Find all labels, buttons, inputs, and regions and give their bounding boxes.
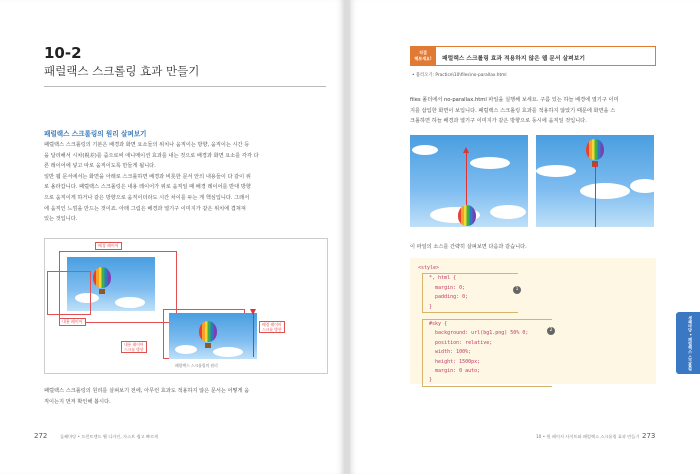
side-tab-label: 셋째마당 • 패럴랙스 스크롤링 [688, 316, 693, 371]
code-group-1 [422, 273, 518, 313]
code-line: *, html { [423, 275, 457, 282]
code-line: margin: 0; [423, 284, 466, 291]
code-line: } [423, 377, 433, 384]
code-line: background: url(bg1.png) 50% 0; [423, 330, 529, 337]
content-layer-frame [47, 271, 91, 315]
body-text [410, 95, 660, 127]
closing-text [44, 386, 328, 407]
right-page [350, 0, 700, 474]
left-page [0, 0, 344, 474]
label-content-layer: 내용 레이어 [59, 318, 86, 326]
paragraph-line: 있는 것입니다. [44, 216, 78, 223]
paragraph-line: 패럴랙스 스크롤링의 원리를 살펴보기 전에, 아무런 효과도 적용하지 않은 문서는 어떻게 움 [44, 388, 250, 394]
file-path: • 불러오기: Practice\10\files\no-parallax.html [412, 73, 507, 78]
paragraph-line: 일반 웹 문서에서는 화면을 아래로 스크롤하면 배경과 비롯한 문서 안의 내용들이 다 같이 위 [44, 173, 251, 180]
label-content-scroll: 내용 레이어 스크롤 방향 [121, 341, 147, 353]
paragraph-line: 패럴랙스 스크롤링의 기본은 배경과 화면 요소들의 위치나 움직이는 방향, 움직이는 시간 등 [44, 142, 250, 148]
practice-badge: 직접 해보세요! [410, 46, 436, 66]
code-line: height: 1500px; [423, 358, 481, 365]
paragraph-line: 지를 삽입한 화면이 보입니다. 패럴랙스 스크롤링 효과를 적용하지 않았기 때문에 화면을 스 [410, 107, 616, 114]
parallax-diagram [44, 238, 328, 374]
paragraph-line: files 폴더에서 no-parallax.html 파일을 실행해 보세요. 구름 있는 하늘 배경에 열기구 이미 [410, 97, 619, 103]
page-footer: 10 • 원 페이지 사이트와 패럴랙스 스크롤링 효과 만들기 [536, 434, 640, 439]
paragraph-line: 을 달리해서 시차(視差)를 줌으로써 애니메이션 효과를 내는 것으로 배경과 화면 요소를 각각 다 [44, 152, 259, 159]
code-line: <style> [418, 265, 440, 271]
paragraph-line: 로 올라갑니다. 패럴랙스 스크롤링은 내용 레이어가 위로 움직일 때 배경 레이어를 반대 방향 [44, 184, 251, 191]
scroll-direction-arrow [253, 313, 254, 357]
marker-1: 1 [513, 286, 521, 294]
screenshot-after-scroll [536, 135, 654, 227]
paragraph-line: 에 움직인 느낌을 만드는 것이죠. 아래 그림은 배경과 열기구 이미지가 같은 위치에 겹쳐져 [44, 205, 246, 212]
code-line: margin: 0 auto; [423, 368, 481, 375]
arrow-up-icon [592, 161, 598, 167]
source-intro: 이 파일의 소스를 간략히 살펴보면 다음과 같습니다. [410, 244, 527, 250]
code-line: #sky { [423, 321, 448, 328]
combined-layer-image [169, 313, 257, 359]
code-block [410, 258, 656, 384]
paragraph-line: 직이는지 먼저 확인해 봅시다. [44, 398, 111, 405]
paragraph-line: 으로 움직이게 하거나 같은 방향으로 움직이더라도 시간 차이를 두는 게 핵심입니다. 그래서 [44, 194, 250, 201]
screenshot-before-scroll [410, 135, 528, 227]
marker-2: 2 [547, 327, 555, 335]
diagram-caption: 패럴랙스 스크롤링의 원리 [175, 363, 218, 368]
label-background-scroll: 배경 레이어 스크롤 방향 [259, 321, 285, 333]
code-line: position: relative; [423, 339, 493, 346]
code-line: padding: 0; [423, 294, 469, 301]
section-number: 10-2 [44, 44, 82, 62]
page-footer: 둘째마당 • 프런트엔드 웹 디자인, 자스트 쉽고 빠르게 [60, 434, 159, 439]
body-text [44, 140, 328, 225]
code-line: } [423, 303, 433, 310]
practice-title: 패럴랙스 스크롤링 효과 적용하지 않은 웹 문서 살펴보기 [442, 56, 585, 62]
label-background-layer: 배경 레이어 [95, 242, 122, 250]
page-number: 273 [642, 432, 656, 440]
page-title: 패럴랙스 스크롤링 효과 만들기 [44, 64, 200, 78]
arrow-up-icon [463, 147, 469, 153]
title-underline [44, 86, 326, 87]
page-number: 272 [34, 432, 48, 440]
subheading: 패럴랙스 스크롤링의 원리 살펴보기 [44, 130, 147, 138]
paragraph-line: 크롤하면 하늘 배경과 열기구 이미지가 같은 방향으로 동시에 움직일 것입니다. [410, 118, 587, 125]
code-group-2 [422, 319, 552, 387]
arrow-up-icon [250, 309, 256, 315]
code-line: width: 100%; [423, 349, 472, 356]
paragraph-line: 른 레이어에 넣고 따로 움직이도록 만들게 됩니다. [44, 163, 156, 170]
